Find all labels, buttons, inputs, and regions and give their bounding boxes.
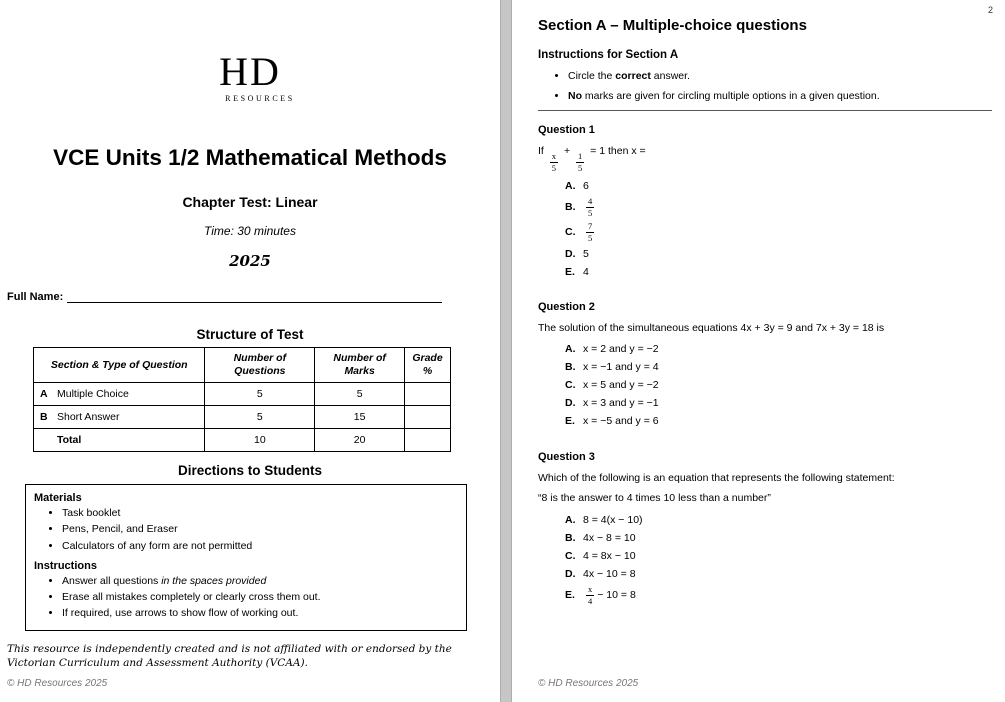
fraction: $\frac{x}{4}$ (588, 584, 593, 606)
option-text: x = −5 and y = 6 (583, 415, 659, 428)
option-row (565, 397, 992, 410)
option-row (565, 415, 992, 428)
option-text: 4x − 8 = 10 (583, 531, 636, 544)
option-text: 4 = 8x − 10 (583, 549, 636, 562)
directions-heading: Directions to Students (177, 463, 322, 479)
instruction-bullet (568, 90, 992, 102)
grade-cell (405, 406, 451, 429)
bullet-text: answer. (650, 70, 690, 82)
fraction: $\frac{1}{5}$ (578, 151, 583, 173)
col-header-grade: Grade % (405, 348, 451, 383)
num-marks-cell: 5 (315, 383, 405, 406)
option-row (565, 343, 992, 356)
option-row (565, 265, 992, 278)
material-item: • Calculators of any form are not permitted (62, 539, 456, 553)
option-letter: B. (565, 531, 576, 544)
option-row (565, 222, 992, 242)
question-stem (538, 144, 992, 172)
table-row (34, 383, 451, 406)
option-row (565, 247, 992, 260)
instructions-list (34, 574, 456, 621)
option-row (565, 531, 992, 544)
test-subtitle: Chapter Test: Linear (182, 194, 318, 210)
option-letter: C. (565, 549, 576, 562)
option-letter: E. (565, 589, 575, 602)
material-item: • Pens, Pencil, and Eraser (62, 522, 456, 536)
question-1 (538, 124, 992, 278)
operator: + (563, 145, 571, 157)
num-marks-cell: 20 (315, 429, 405, 452)
time-allowed: Time: 30 minutes (204, 224, 296, 238)
question-label: Question 2 (538, 301, 595, 313)
section-a-heading: Section A – Multiple-choice questions (538, 17, 807, 34)
option-text: x = 5 and y = −2 (583, 379, 659, 392)
materials-list (34, 506, 456, 553)
vcaa-disclaimer: This resource is independently created and is not affiliated with or endorsed by the Victorian Curriculum and Assessment Authority (VCAA). (7, 643, 452, 670)
option-letter: E. (565, 265, 575, 278)
option-letter: C. (565, 226, 576, 238)
option-letter: B. (565, 361, 576, 374)
option-row (565, 549, 992, 562)
total-label: Total (57, 434, 82, 447)
option-text: x = 2 and y = −2 (583, 343, 659, 356)
fraction: $\frac{7}{5}$ (588, 221, 593, 243)
bullet-text: marks are given for circling multiple options in a given question. (582, 90, 880, 102)
option-text: 8 = 4(x − 10) (583, 513, 643, 526)
option-letter: D. (565, 567, 576, 580)
question-3 (538, 451, 992, 605)
option-row (565, 361, 992, 374)
page-2 (512, 0, 1005, 702)
num-questions-cell: 5 (205, 383, 315, 406)
num-questions-cell: 10 (205, 429, 315, 452)
options-list (538, 179, 992, 278)
question-label: Question 1 (538, 124, 595, 136)
section-name: Short Answer (57, 411, 120, 424)
grade-cell (405, 383, 451, 406)
full-name-row (7, 291, 442, 303)
test-year: 2025 (229, 252, 271, 270)
page-gap-divider (500, 0, 512, 702)
full-name-blank-line (67, 291, 442, 303)
bullet-bold: No (568, 90, 582, 102)
instruction-text: Answer all questions (62, 574, 162, 587)
fraction: $\frac{x}{5}$ (551, 151, 557, 173)
question-stem-quote: “8 is the answer to 4 times 10 less than a number” (538, 492, 771, 505)
section-a-instructions-heading: Instructions for Section A (538, 49, 679, 61)
bullet-text: Circle the (568, 70, 616, 82)
table-row (34, 406, 451, 429)
directions-box (25, 484, 467, 631)
option-row (565, 585, 992, 605)
option-row (565, 567, 992, 580)
option-row (565, 379, 992, 392)
section-letter: B (40, 411, 48, 424)
instruction-item: • Erase all mistakes completely or clearly cross them out. (62, 590, 456, 604)
option-row (565, 197, 992, 217)
option-text: 5 (583, 247, 589, 260)
option-letter: A. (565, 513, 576, 526)
section-letter: A (40, 388, 48, 401)
question-label: Question 3 (538, 450, 595, 463)
option-letter: C. (565, 379, 576, 392)
options-list (538, 513, 992, 605)
instruction-bullet (568, 70, 992, 82)
section-divider-line (538, 110, 992, 111)
page-footer: © HD Resources 2025 (538, 678, 639, 689)
col-header-num-questions: Number of Questions (205, 348, 315, 383)
stem-text: = 1 then x = (590, 145, 646, 157)
option-text: x = 3 and y = −1 (583, 397, 659, 410)
table-header-row (34, 348, 451, 383)
document-title: VCE Units 1/2 Mathematical Methods (53, 145, 447, 170)
section-a-instruction-list (538, 70, 992, 102)
instruction-item (62, 574, 456, 588)
instructions-label: Instructions (34, 559, 97, 572)
question-stem: Which of the following is an equation that represents the following statement: (538, 471, 895, 484)
logo-text: HD (219, 49, 281, 94)
option-letter: E. (565, 415, 575, 428)
table-row-total (34, 429, 451, 452)
full-name-label: Full Name: (7, 291, 64, 303)
col-header-section-type: Section & Type of Question (34, 348, 205, 383)
question-stem: The solution of the simultaneous equations 4x + 3y = 9 and 7x + 3y = 18 is (538, 322, 885, 334)
stem-text: If (538, 145, 544, 157)
instruction-item: • If required, use arrows to show flow of working out. (62, 606, 456, 620)
option-text: 4x − 10 = 8 (583, 567, 636, 580)
structure-of-test-heading: Structure of Test (196, 327, 304, 342)
page-footer: © HD Resources 2025 (7, 678, 108, 689)
num-questions-cell: 5 (205, 406, 315, 429)
option-letter: B. (565, 201, 576, 213)
section-name: Multiple Choice (57, 388, 129, 401)
option-letter: D. (565, 247, 576, 260)
option-letter: D. (565, 397, 576, 410)
materials-label: Materials (34, 492, 82, 505)
option-row (565, 513, 992, 526)
material-item: • Task booklet (62, 506, 456, 520)
grade-cell (405, 429, 451, 452)
hd-resources-logo (0, 49, 500, 103)
option-text: x = −1 and y = 4 (583, 361, 659, 374)
col-header-num-marks: Number of Marks (315, 348, 405, 383)
option-letter: A. (565, 343, 576, 356)
options-list (538, 343, 992, 428)
page-1 (0, 0, 500, 702)
page-number: 2 (987, 5, 993, 15)
structure-table (33, 347, 451, 452)
option-text: − 10 = 8 (597, 589, 636, 602)
option-text: 4 (583, 265, 589, 278)
logo-subtext: RESOURCES (225, 94, 295, 103)
question-2 (538, 301, 992, 428)
instruction-text-italic: in the spaces provided (161, 574, 267, 587)
fraction: $\frac{4}{5}$ (588, 196, 593, 218)
option-row (565, 179, 992, 192)
bullet-bold: correct (615, 70, 651, 82)
num-marks-cell: 15 (315, 406, 405, 429)
option-letter: A. (565, 179, 576, 192)
option-text: 6 (583, 179, 589, 192)
